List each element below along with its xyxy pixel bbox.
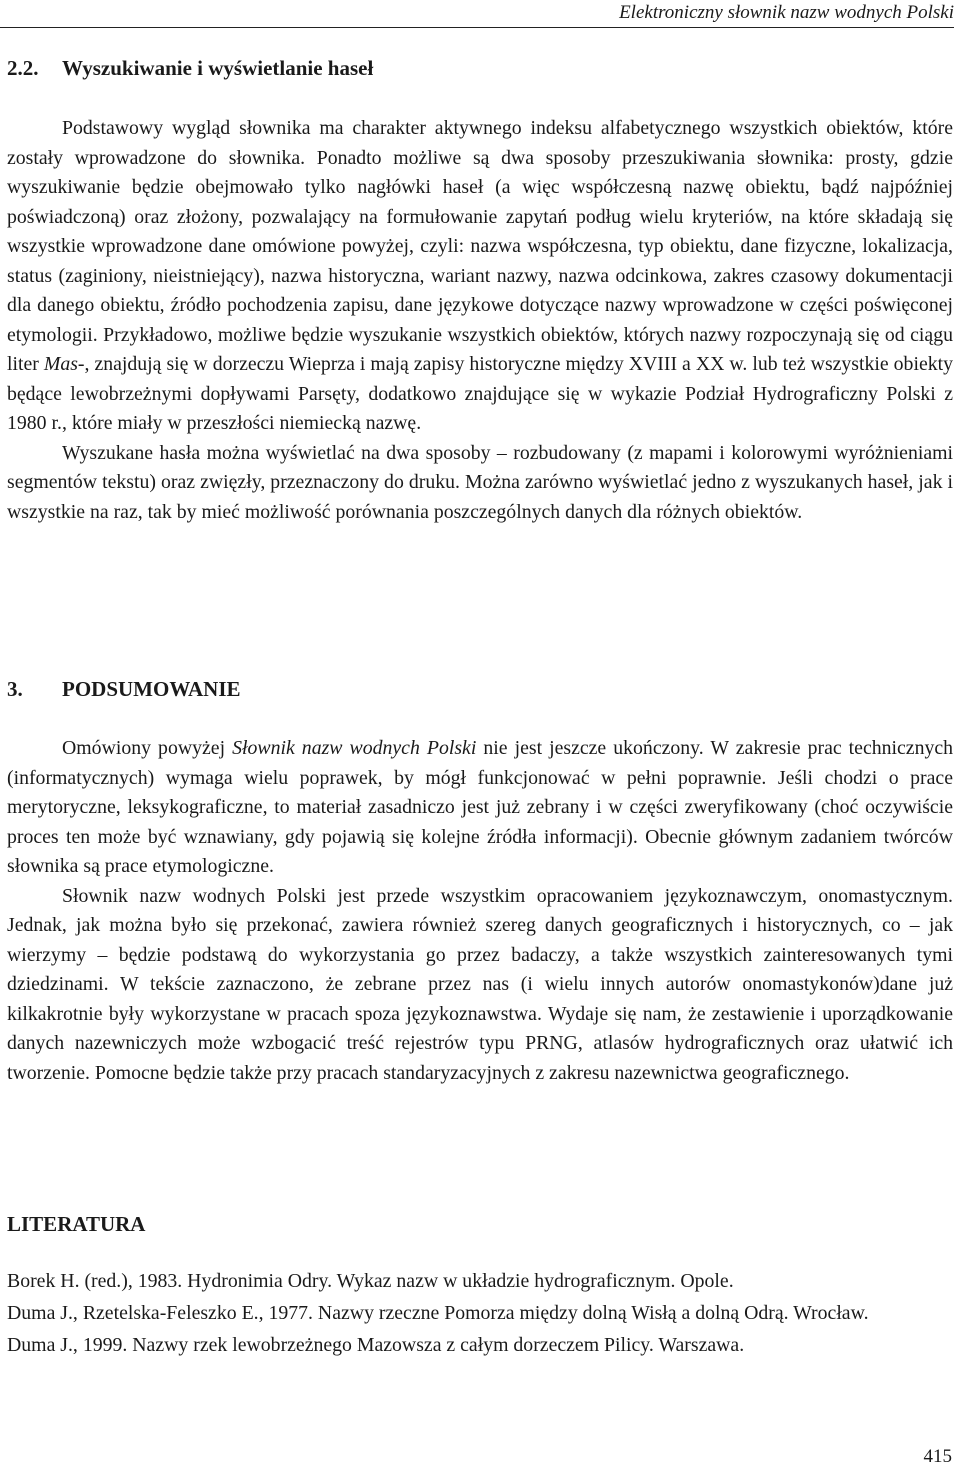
section-3-heading: [7, 677, 241, 702]
section-3-number: 3.: [7, 677, 23, 701]
section-3-body: [7, 734, 953, 1088]
paragraph: [7, 734, 953, 882]
paragraph-text: , znajdują się w dorzeczu Wieprza i mają zapisy historyczne między XVIII a XX w. lub też wszystkie obiekty będące lewobrzeżnymi dopływami Parsęty, dodatkowo znajdujące się w wykazie Podział Hydrograficzny Polski z 1980 r., które miały w przeszłości niemiecką nazwę.: [7, 353, 953, 434]
section-2-2-heading: [7, 56, 373, 81]
paragraph-italic: Mas-: [43, 353, 85, 375]
running-header: Elektroniczny słownik nazw wodnych Polski: [0, 0, 954, 28]
section-2-2-number: 2.2.: [7, 56, 39, 80]
section-2-2-title: Wyszukiwanie i wyświetlanie haseł: [62, 56, 374, 80]
reference-item: Borek H. (red.), 1983. Hydronimia Odry. Wykaz nazw w układzie hydrograficznym. Opole.: [7, 1270, 734, 1292]
section-2-2-body: [7, 114, 953, 527]
paragraph: Wyszukane hasła można wyświetlać na dwa sposoby – rozbudowany (z mapami i kolorowymi wyróżnieniami segmentów tekstu) oraz zwięzły, przeznaczony do druku. Można zarówno wyświetlać jedno z wyszukanych haseł, jak i wszystkie na raz, tak by mieć możliwość porównania poszczególnych danych dla różnych obiektów.: [7, 441, 953, 523]
paragraph: [7, 114, 953, 439]
paragraph: Słownik nazw wodnych Polski jest przede wszystkim opracowaniem językoznawczym, onomastycznym. Jednak, jak można było się przekonać, zawiera również szereg danych geograficznych i historycznych, co – jak wierzymy – będzie podstawą do wykorzystania go przez badaczy, a także wszystkich zainteresowanych tymi dziedzinami. W tekście zaznaczono, że zebrane przez nas (i wielu innych autorów onomastykonów)dane już kilkakrotnie były wykorzystane w pracach spoza językoznawstwa. Wydaje się nam, że zestawienie i uporządkowanie danych nazewniczych może wzbogacić treść rejestrów typu PRNG, atlasów hydrograficznych oraz ułatwić ich tworzenie. Pomocne będzie także przy pracach standaryzacyjnych z zakresu nazewnictwa geograficznego.: [7, 884, 953, 1084]
page-number: 415: [923, 1446, 952, 1467]
literatura-heading: LITERATURA: [7, 1212, 146, 1236]
reference-item: Duma J., 1999. Nazwy rzek lewobrzeżnego Mazowsza z całym dorzeczem Pilicy. Warszawa.: [7, 1334, 745, 1356]
reference-list: [7, 1268, 953, 1364]
paragraph-text: Omówiony powyżej: [62, 737, 233, 759]
paragraph-text: Podstawowy wygląd słownika ma charakter aktywnego indeksu alfabetycznego wszystkich obiektów, które zostały wprowadzone do słownika. Ponadto możliwe są dwa sposoby przeszukiwania słownika: prosty, gdzie wyszukiwanie będzie obejmowało tylko nagłówki haseł (a więc współczesną nazwę obiektu, bądź najpóźniej poświadczoną) oraz złożony, pozwalający na formułowanie zapytań podług wielu kryteriów, na które składają się wszystkie wprowadzone dane omówione powyżej, czyli: nazwa współczesna, typ obiektu, dane fizyczne, lokalizacja, status (zaginiony, nieistniejący), nazwa historyczna, wariant nazwy, nazwa odcinkowa, zakres czasowy dokumentacji dla danego obiektu, źródło pochodzenia zapisu, dane językowe dotyczące nazwy wprowadzone w części poświęconej etymologii. Przykładowo, możliwe będzie wyszukanie wszystkich obiektów, których nazwy rozpoczynają się od ciągu liter: [7, 117, 953, 375]
reference-item: Duma J., Rzetelska-Feleszko E., 1977. Nazwy rzeczne Pomorza między dolną Wisłą a dolną Odrą. Wrocław.: [7, 1302, 869, 1324]
paragraph-text: nie jest jeszcze ukończony. W zakresie prac technicznych (informatycznych) wymaga wielu poprawek, by mógł funkcjonować w pełni poprawnie. Jeśli chodzi o prace merytoryczne, leksykograficzne, to materiał zasadniczo jest już zebrany i w części zweryfikowany (choć oczywiście proces ten może być wznawiany, gdy pojawią się kolejne źródła informacji). Obecnie głównym zadaniem twórców słownika są prace etymologiczne.: [7, 737, 954, 877]
section-3-title: PODSUMOWANIE: [62, 677, 241, 701]
paragraph-italic: Słownik nazw wodnych Polski: [232, 737, 477, 759]
